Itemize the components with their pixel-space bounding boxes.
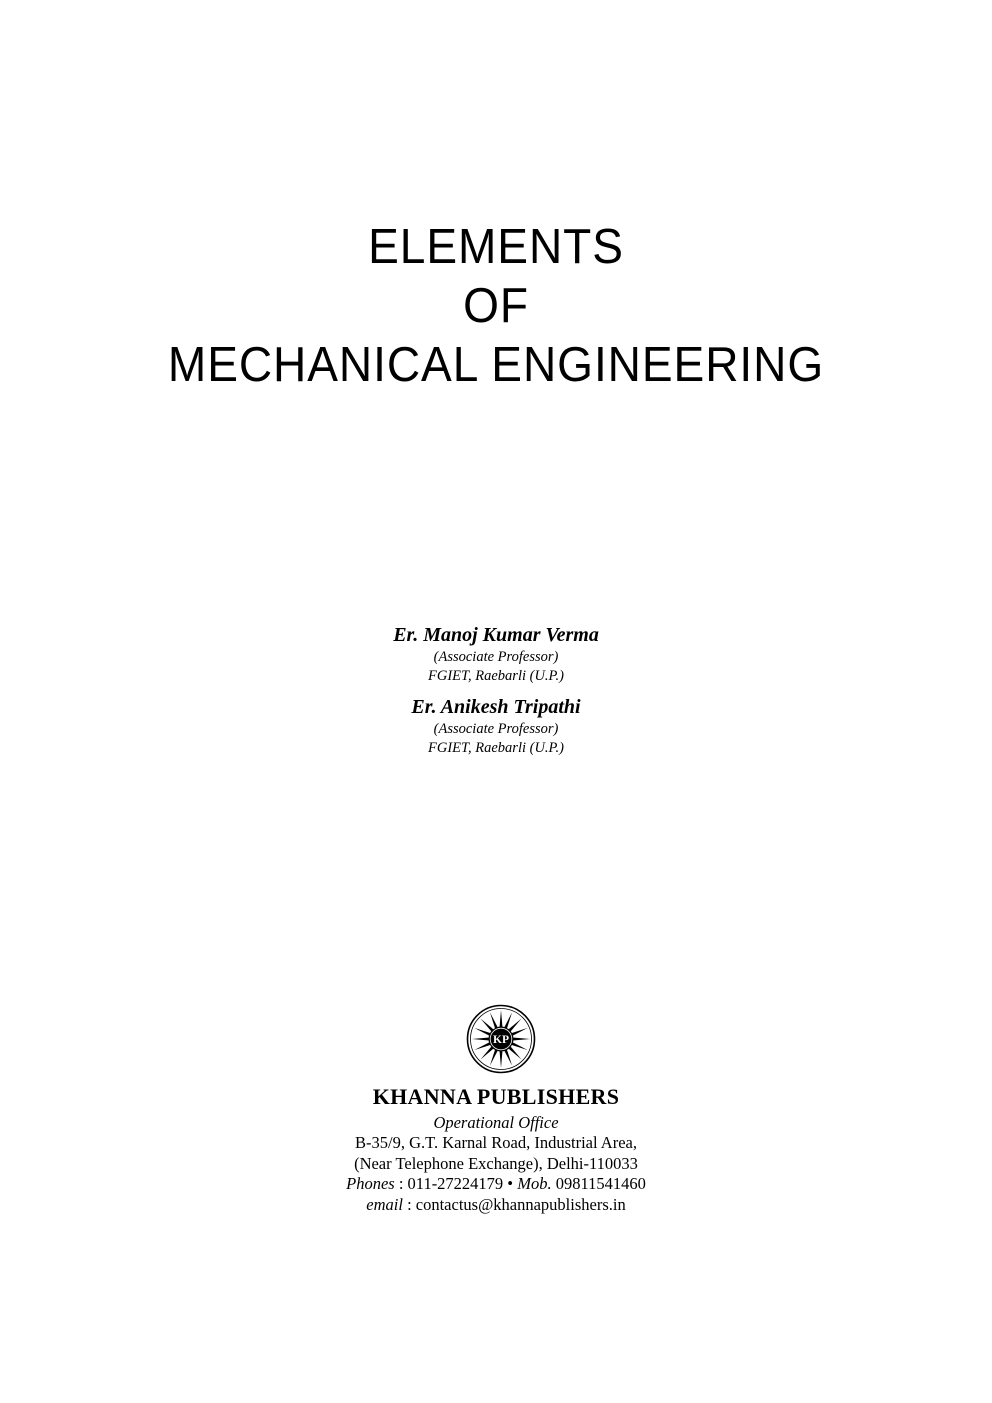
publisher-phones: [0, 1174, 992, 1195]
publisher-address-2: (Near Telephone Exchange), Delhi-110033: [354, 1153, 638, 1173]
book-title: [30, 218, 962, 395]
logo-ray: [490, 1012, 498, 1028]
author-designation: (Associate Professor): [433, 721, 559, 737]
logo-ray: [480, 1018, 493, 1031]
logo-ray: [504, 1012, 512, 1028]
author-institute: FGIET, Raebarli (U.P.): [428, 740, 564, 756]
publisher-block: [0, 1082, 992, 1215]
logo-ray: [508, 1046, 521, 1059]
logo-ray: [500, 1010, 503, 1027]
logo-ray: [490, 1049, 498, 1065]
title-line-2: OF: [463, 279, 529, 333]
logo-ray: [511, 1028, 527, 1036]
phones-value: : 011-27224179 •: [394, 1174, 518, 1193]
phones-label: Phones: [346, 1174, 395, 1193]
mob-value: 09811541460: [551, 1174, 646, 1193]
title-line-1: ELEMENTS: [368, 220, 624, 274]
author-entry: [0, 694, 992, 758]
author-name: Er. Manoj Kumar Verma: [393, 624, 599, 646]
publisher-office: Operational Office: [433, 1113, 559, 1132]
title-line-3: MECHANICAL ENGINEERING: [167, 338, 825, 392]
mob-label: Mob.: [517, 1174, 552, 1193]
publisher-email: [0, 1195, 992, 1216]
email-value: : contactus@khannapublishers.in: [402, 1194, 626, 1214]
logo-ray: [504, 1049, 512, 1065]
publisher-address-1: B-35/9, G.T. Karnal Road, Industrial Area,: [355, 1133, 637, 1152]
logo-ray: [472, 1038, 489, 1041]
logo-ray: [474, 1042, 490, 1050]
logo-ray: [474, 1028, 490, 1036]
logo-text: KP: [493, 1034, 509, 1047]
logo-ray: [508, 1018, 521, 1031]
author-institute: FGIET, Raebarli (U.P.): [428, 668, 564, 684]
logo-ray: [480, 1046, 493, 1059]
author-entry: [0, 622, 992, 686]
logo-ray: [500, 1051, 503, 1068]
email-label: email: [366, 1194, 403, 1214]
sunburst-seal-icon: [466, 1004, 536, 1074]
author-name: Er. Anikesh Tripathi: [411, 696, 581, 718]
logo-ray: [513, 1038, 530, 1041]
publisher-name: KHANNA PUBLISHERS: [372, 1084, 620, 1109]
author-designation: (Associate Professor): [433, 649, 559, 665]
logo-ray: [511, 1042, 527, 1050]
author-list: [0, 622, 992, 766]
